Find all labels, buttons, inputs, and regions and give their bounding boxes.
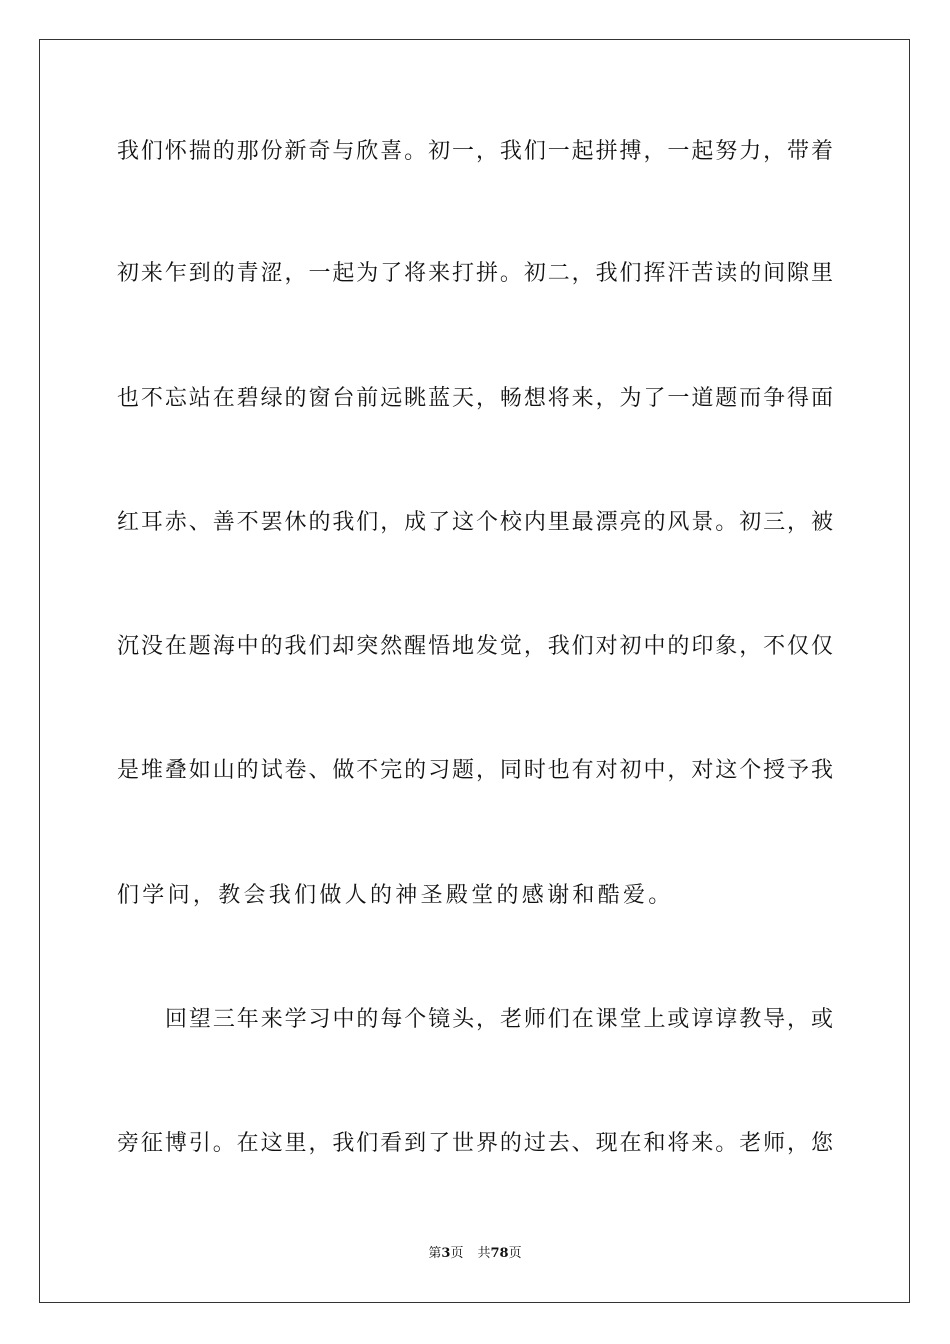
paragraph-first-line: 回望三年来学习中的每个镜头，老师们在课堂上或谆谆教导，或: [165, 1007, 833, 1032]
body-text-line: 红耳赤、善不罢休的我们，成了这个校内里最漂亮的风景。初三，被: [117, 510, 833, 535]
footer-page-suffix: 页: [450, 1246, 464, 1261]
body-text-line: 也不忘站在碧绿的窗台前远眺蓝天，畅想将来，为了一道题而争得面: [117, 386, 833, 411]
body-text-line: 初来乍到的青涩，一起为了将来打拼。初二，我们挥汗苦读的间隙里: [117, 261, 833, 286]
body-text-line: 是堆叠如山的试卷、做不完的习题，同时也有对初中，对这个授予我: [117, 758, 833, 783]
footer-total-prefix: 共: [477, 1246, 491, 1261]
page-frame: [39, 39, 910, 1303]
footer-total-suffix: 页: [508, 1246, 522, 1261]
body-text-line: 我们怀揣的那份新奇与欣喜。初一，我们一起拼搏，一起努力，带着: [117, 139, 833, 164]
page-footer: [0, 1245, 950, 1263]
body-text-line: 沉没在题海中的我们却突然醒悟地发觉，我们对初中的印象，不仅仅: [117, 634, 833, 659]
footer-prefix: 第: [428, 1246, 442, 1261]
footer-total-pages: 78: [490, 1246, 509, 1261]
body-text-line: 旁征博引。在这里，我们看到了世界的过去、现在和将来。老师，您: [117, 1131, 833, 1156]
footer-current-page: 3: [441, 1246, 451, 1261]
body-text-line: 们学问，教会我们做人的神圣殿堂的感谢和酷爱。: [117, 883, 674, 908]
